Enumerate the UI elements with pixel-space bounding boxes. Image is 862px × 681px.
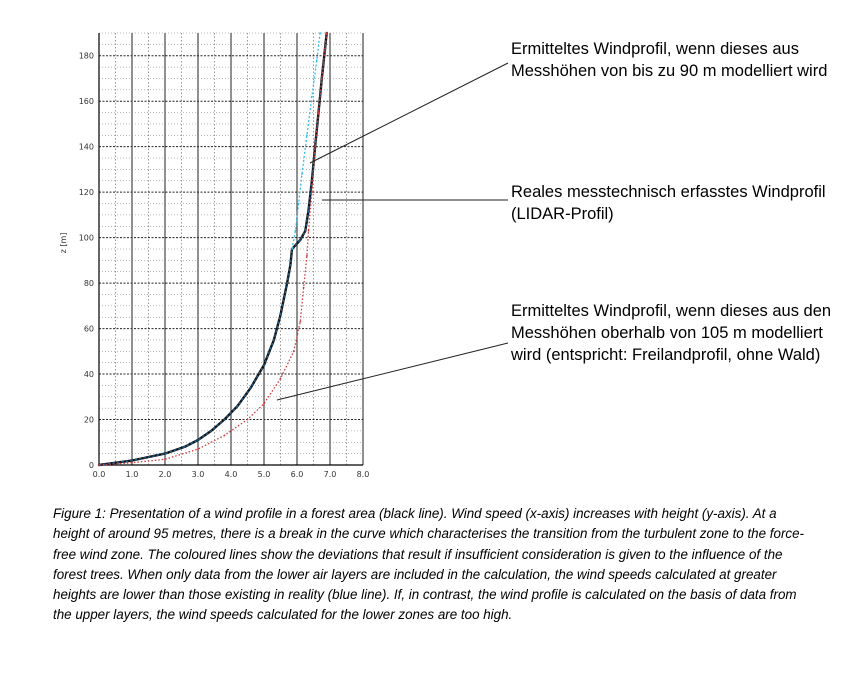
data-point (237, 405, 239, 407)
data-point (294, 230, 296, 232)
y-tick-label: 180 (78, 51, 94, 61)
x-tick-label: 1.0 (125, 470, 139, 479)
y-tick-label: 100 (78, 233, 94, 243)
data-point (308, 230, 310, 232)
data-point (273, 339, 275, 341)
y-tick-label: 60 (83, 324, 94, 334)
x-tick-label: 0.0 (92, 470, 106, 479)
x-tick-label: 2.0 (158, 470, 172, 479)
data-point (184, 446, 186, 448)
data-point (280, 314, 282, 316)
annotation-lower-model: Ermitteltes Windprofil, wenn dieses aus Messhöhen von bis zu 90 m modelliert wird (511, 40, 828, 80)
data-point (311, 96, 313, 98)
data-point (210, 430, 212, 432)
data-point (280, 378, 282, 380)
x-tick-label: 4.0 (224, 470, 238, 479)
data-point (291, 248, 293, 250)
data-point (263, 364, 265, 366)
y-axis-label: z [m] (59, 232, 68, 254)
x-tick-labels (93, 470, 370, 479)
data-point (98, 464, 100, 466)
y-tick-labels (79, 52, 94, 470)
data-point (224, 435, 226, 437)
annotation-leader-lines (277, 63, 508, 400)
data-point (164, 453, 166, 455)
data-point (298, 203, 300, 205)
x-tick-label: 5.0 (257, 470, 271, 479)
y-tick-label: 160 (78, 97, 94, 107)
data-point (293, 350, 295, 352)
data-point (247, 419, 249, 421)
data-point (286, 282, 288, 284)
y-tick-label: 140 (78, 142, 94, 152)
data-point (224, 419, 226, 421)
data-point (164, 458, 166, 460)
data-point (326, 32, 328, 34)
y-tick-label: 120 (78, 188, 94, 198)
annotation-lidar-profile: Reales messtechnisch erfasstes Windprofil (LIDAR-Profil) (511, 183, 826, 223)
y-tick-label: 20 (83, 415, 94, 425)
data-point (197, 439, 199, 441)
data-point (308, 209, 310, 211)
data-point (321, 78, 323, 80)
leader-line-3 (277, 343, 508, 400)
data-point (324, 48, 326, 50)
data-point (250, 387, 252, 389)
y-tick-label: 0 (88, 461, 94, 470)
data-point (316, 59, 318, 61)
data-point (301, 173, 303, 175)
x-tick-label: 3.0 (191, 470, 205, 479)
data-point (299, 321, 301, 323)
y-tick-label: 40 (83, 370, 94, 380)
data-point (131, 460, 133, 462)
data-point (303, 287, 305, 289)
data-point (299, 239, 301, 241)
data-point (197, 448, 199, 450)
data-point (306, 255, 308, 257)
data-point (131, 462, 133, 464)
figure-caption: Figure 1: Presentation of a wind profile in a forest area (black line). Wind speed (x-axis) increases with height (y-axis). At a height of around 95 metres, there is a break in the curve which characterises the transition from the turbulent zone to the force-free wind zone. The coloured lines show the deviations that result if insufficient consideration is given to the influence of the forest trees. When only data from the lower air layers are included in the calculation, the wind speeds calculated at greater heights are lower than those existing in reality (blue line). If, in contrast, the wind profile is calculated on the basis of data from the upper layers, the wind speeds calculated for the lower zones are too high. (53, 506, 805, 623)
annotation-upper-model: Ermitteltes Windprofil, wenn dieses aus den Messhöhen oberhalb von 105 m modelliert wird (entspricht: Freilandprofil, ohne Wald) (511, 302, 832, 364)
grid (99, 33, 363, 465)
data-point (311, 191, 313, 193)
data-point (319, 32, 321, 34)
data-point (318, 112, 320, 114)
y-tick-label: 80 (83, 279, 94, 289)
data-point (306, 134, 308, 136)
x-tick-label: 7.0 (323, 470, 337, 479)
data-point (263, 403, 265, 405)
leader-line-1 (310, 63, 508, 163)
x-tick-label: 8.0 (356, 470, 370, 479)
x-tick-label: 6.0 (290, 470, 304, 479)
data-point (314, 146, 316, 148)
data-point (304, 230, 306, 232)
data-point (290, 264, 292, 266)
